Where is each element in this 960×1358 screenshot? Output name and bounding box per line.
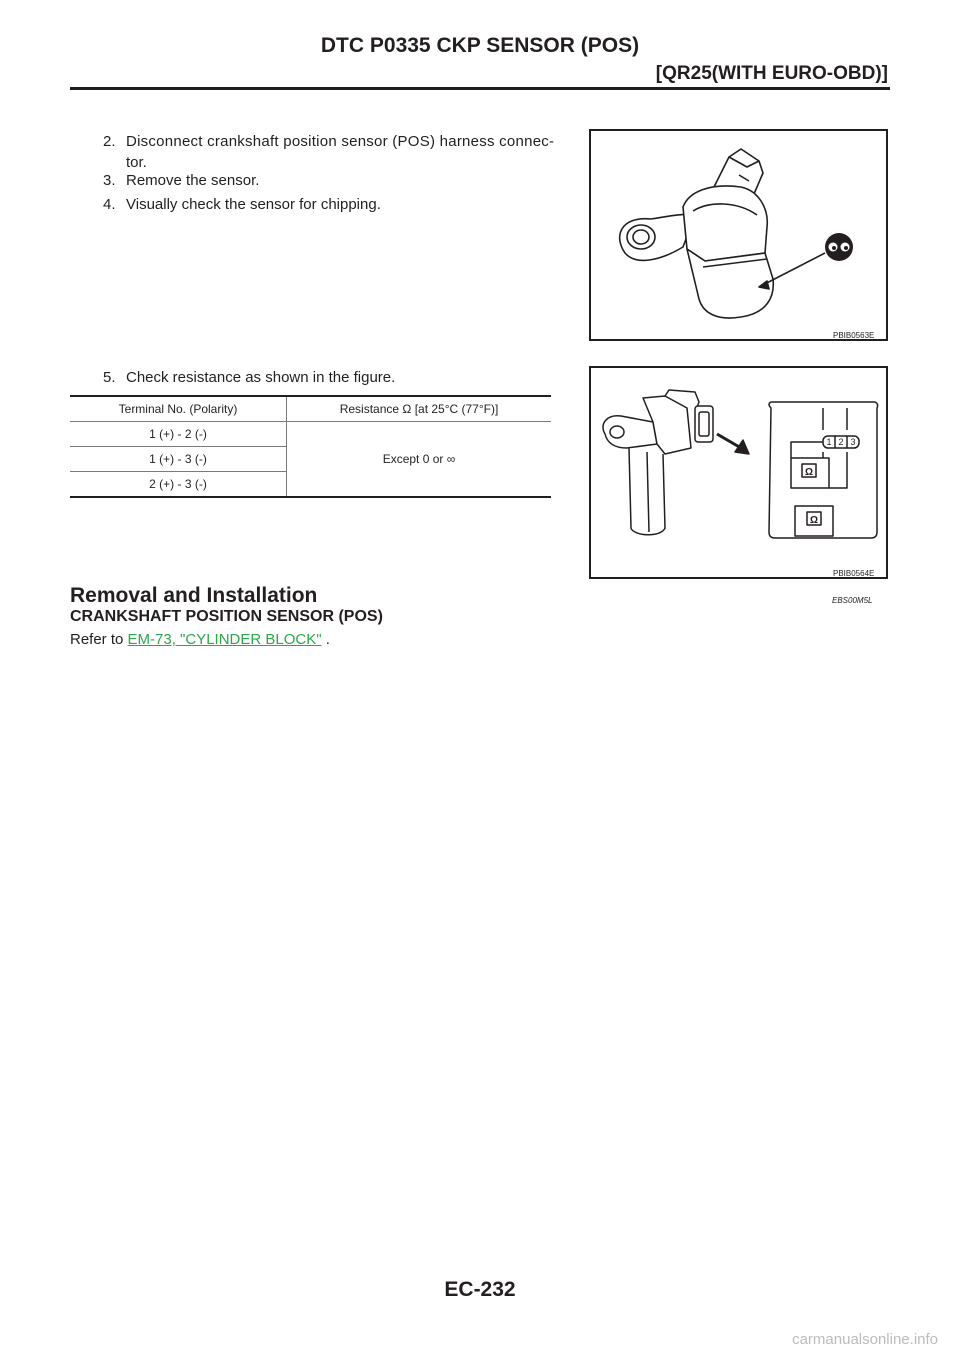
resistance-value: Except 0 or ∞: [287, 422, 552, 498]
refer-prefix: Refer to: [70, 631, 128, 648]
resistance-table: [70, 395, 551, 498]
terminal-cell: 1 (+) - 3 (-): [70, 447, 287, 472]
section-subtitle: CRANKSHAFT POSITION SENSOR (POS): [70, 608, 383, 625]
figure-resistance-check: [589, 366, 888, 579]
step-number: 2.: [103, 133, 116, 150]
ohm-symbol: Ω: [809, 515, 819, 526]
terminal-cell: 1 (+) - 2 (-): [70, 422, 287, 447]
pin-label: 3: [850, 437, 856, 447]
step-text-cont: tor.: [126, 154, 147, 171]
step-number: 5.: [103, 369, 116, 386]
refer-line: [70, 631, 330, 648]
figure-sensor: [589, 129, 888, 341]
page-title: DTC P0335 CKP SENSOR (POS): [320, 34, 640, 57]
table-header-row: [70, 396, 551, 422]
pin-label: 1: [826, 437, 832, 447]
terminal-cell: 2 (+) - 3 (-): [70, 472, 287, 498]
header-terminal: Terminal No. (Polarity): [70, 396, 287, 422]
refer-suffix: .: [321, 631, 330, 648]
header-rule: [70, 87, 890, 90]
step-number: 4.: [103, 196, 116, 213]
step-text: Check resistance as shown in the figure.: [126, 369, 396, 386]
sensor-illustration: [591, 131, 886, 339]
header-resistance: Resistance Ω [at 25°C (77°F)]: [287, 396, 552, 422]
section-code: EBS00M5L: [832, 596, 873, 605]
section-title: Removal and Installation: [70, 584, 318, 607]
page-subtitle: [QR25(WITH EURO-OBD)]: [655, 63, 888, 84]
table-row: [70, 422, 551, 447]
step-text: Remove the sensor.: [126, 172, 260, 189]
figure-code: PBIB0564E: [833, 569, 875, 578]
step-number: 3.: [103, 172, 116, 189]
resistance-table-wrap: [70, 395, 551, 498]
refer-link[interactable]: EM-73, "CYLINDER BLOCK": [127, 631, 322, 648]
step-text: Visually check the sensor for chipping.: [126, 196, 381, 213]
watermark: carmanualsonline.info: [792, 1331, 938, 1348]
step-text: Disconnect crankshaft position sensor (POS) harness connec-: [126, 133, 555, 150]
ohm-symbol: Ω: [804, 467, 814, 478]
resistance-check-illustration: [591, 368, 886, 577]
pin-label: 2: [838, 437, 844, 447]
page-number: EC-232: [444, 1278, 516, 1301]
figure-code: PBIB0563E: [833, 331, 875, 340]
